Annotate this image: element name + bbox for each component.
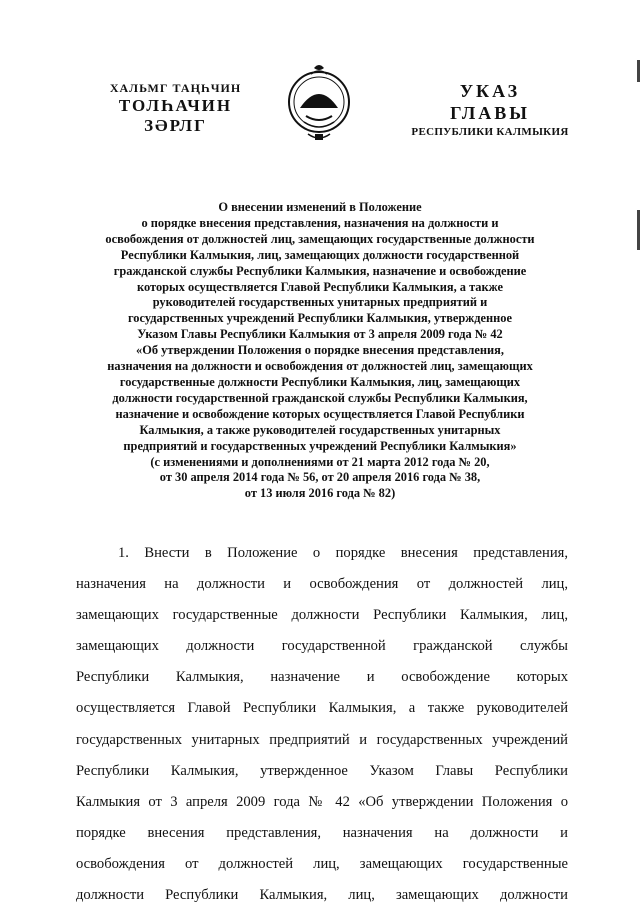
title-line: о порядке внесения представления, назначения на должности и [141, 215, 499, 230]
body-line: замещающих государственные должности Республики Калмыкия, лиц, [76, 607, 568, 624]
title-line: должности государственной гражданской службы Республики Калмыкия, [112, 390, 528, 405]
decree-body [76, 538, 568, 911]
body-line: назначения на должности и освобождения от должностей лиц, [76, 576, 568, 593]
header-kalmyk-line-2: ТОЛҺАЧИН [118, 96, 233, 115]
title-line: предприятий и государственных учреждений Республики Калмыкия» [123, 438, 517, 453]
header-russian-line-1: УКАЗ [459, 81, 521, 101]
body-line: Республики Калмыкия, назначение и освобождение которых [76, 669, 568, 686]
title-line: руководителей государственных унитарных предприятий и [152, 295, 488, 310]
header-kalmyk [88, 80, 263, 136]
body-line: Калмыкия от 3 апреля 2009 года № 42 «Об утверждении Положения о [76, 793, 568, 810]
header-russian [410, 80, 570, 140]
header-kalmyk-line-3: ЗӘРЛГ [144, 116, 207, 135]
body-line: освобождения от должностей лиц, замещающих государственные [76, 855, 568, 872]
body-line: 1. Внести в Положение о порядке внесения представления, [118, 545, 568, 561]
body-line: должности Республики Калмыкия, лиц, замещающих должности [76, 887, 568, 904]
title-line: Республики Калмыкия, лиц, замещающих должности государственной [120, 247, 520, 262]
header-russian-line-3: РЕСПУБЛИКИ КАЛМЫКИЯ [411, 126, 569, 138]
title-line: от 13 июля 2016 года № 82) [244, 486, 396, 501]
title-line: государственных учреждений Республики Калмыкия, утвержденное [127, 311, 513, 326]
body-line: государственных унитарных предприятий и государственных учреждений [76, 731, 568, 748]
body-line: порядке внесения представления, назначения на должности и [76, 824, 568, 841]
kalmykia-emblem-icon [286, 60, 352, 144]
title-line: освобождения от должностей лиц, замещающих государственные должности [105, 231, 535, 246]
title-line: гражданской службы Республики Калмыкия, назначение и освобождение [113, 263, 527, 278]
decree-title [70, 200, 570, 502]
title-line: назначение и освобождение которых осуществляется Главой Республики [115, 406, 525, 421]
title-line: которых осуществляется Главой Республики Калмыкия, а также [137, 279, 503, 294]
title-line: О внесении изменений в Положение [218, 200, 422, 214]
title-line: Указом Главы Республики Калмыкия от 3 апреля 2009 года № 42 [137, 327, 503, 342]
header-russian-line-2: ГЛАВЫ [450, 103, 530, 123]
body-line: осуществляется Главой Республики Калмыкия, а также руководителей [76, 700, 568, 717]
title-line: «Об утверждении Положения о порядке внесения представления, [136, 343, 504, 358]
body-line: замещающих должности государственной гражданской службы [76, 638, 568, 655]
header-kalmyk-line-1: ХАЛЬМГ ТАҢҺЧИН [109, 81, 242, 95]
body-line: Республики Калмыкия, утвержденное Указом Главы Республики [76, 762, 568, 779]
title-line: Калмыкия, а также руководителей государственных унитарных [139, 422, 501, 437]
title-line: (с изменениями и дополнениями от 21 марта 2012 года № 20, [150, 454, 490, 469]
title-line: назначения на должности и освобождения от должностей лиц, замещающих [107, 359, 533, 374]
title-line: государственные должности Республики Калмыкия, лиц, замещающих [119, 374, 521, 389]
title-line: от 30 апреля 2014 года № 56, от 20 апреля 2016 года № 38, [159, 470, 481, 485]
